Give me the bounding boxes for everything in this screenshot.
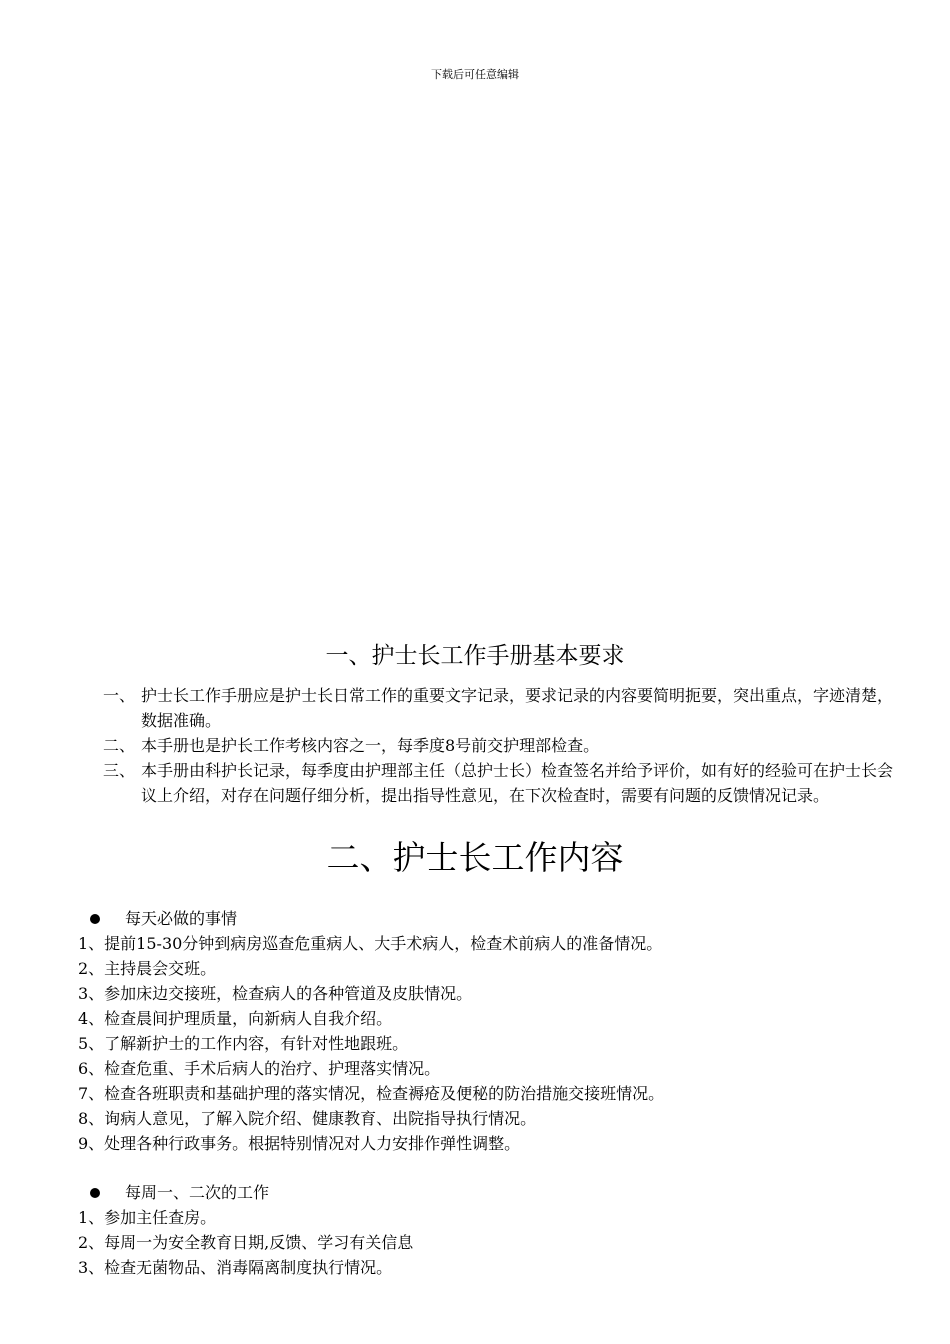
requirements-list <box>103 683 893 808</box>
bullet-icon <box>90 914 100 924</box>
requirement-item <box>103 683 893 733</box>
daily-task-line: 6、检查危重、手术后病人的治疗、护理落实情况。 <box>78 1059 441 1078</box>
weekly-task-line: 2、每周一为安全教育日期,反馈、学习有关信息 <box>78 1233 414 1252</box>
daily-task-line: 1、提前15-30分钟到病房巡查危重病人、大手术病人，检查术前病人的准备情况。 <box>78 934 663 953</box>
weekly-task-line: 3、检查无菌物品、消毒隔离制度执行情况。 <box>78 1258 393 1277</box>
requirement-text: 本手册也是护长工作考核内容之一，每季度8号前交护理部检查。 <box>141 736 600 755</box>
requirement-number: 三、 <box>103 761 136 780</box>
requirement-number: 二、 <box>103 736 136 755</box>
daily-task-line: 7、检查各班职责和基础护理的落实情况，检查褥疮及便秘的防治措施交接班情况。 <box>78 1084 665 1103</box>
weekly-tasks-heading <box>78 1180 898 1205</box>
daily-heading-text: 每天必做的事情 <box>125 909 238 928</box>
daily-task-line: 9、处理各种行政事务。根据特别情况对人力安排作弹性调整。 <box>78 1134 521 1153</box>
requirement-number: 一、 <box>103 686 136 705</box>
weekly-task-line: 1、参加主任查房。 <box>78 1208 217 1227</box>
header-note: 下载后可任意编辑 <box>431 68 519 81</box>
section-title-work-content: 二、护士长工作内容 <box>326 838 624 877</box>
requirement-text: 护士长工作手册应是护士长日常工作的重要文字记录，要求记录的内容要简明扼要，突出重点，字迹清楚，数据准确。 <box>141 686 894 730</box>
requirement-item <box>103 758 893 808</box>
section-title-requirements: 一、护士长工作手册基本要求 <box>325 643 625 669</box>
weekly-heading-text: 每周一、二次的工作 <box>125 1183 270 1202</box>
requirement-text: 本手册由科护长记录，每季度由护理部主任（总护士长）检查签名并给予评价，如有好的经验可在护士长会议上介绍，对存在问题仔细分析，提出指导性意见，在下次检查时，需要有问题的反馈情况记录。 <box>141 761 894 805</box>
daily-tasks-heading <box>78 906 898 931</box>
daily-task-line: 3、参加床边交接班，检查病人的各种管道及皮肤情况。 <box>78 984 473 1003</box>
requirement-item <box>103 733 893 758</box>
daily-task-line: 4、检查晨间护理质量，向新病人自我介绍。 <box>78 1009 393 1028</box>
daily-task-line: 8、询病人意见，了解入院介绍、健康教育、出院指导执行情况。 <box>78 1109 537 1128</box>
daily-tasks-section <box>78 906 898 1156</box>
daily-task-line: 5、了解新护士的工作内容，有针对性地跟班。 <box>78 1034 409 1053</box>
daily-task-line: 2、主持晨会交班。 <box>78 959 217 978</box>
bullet-icon <box>90 1188 100 1198</box>
weekly-tasks-section <box>78 1180 898 1280</box>
